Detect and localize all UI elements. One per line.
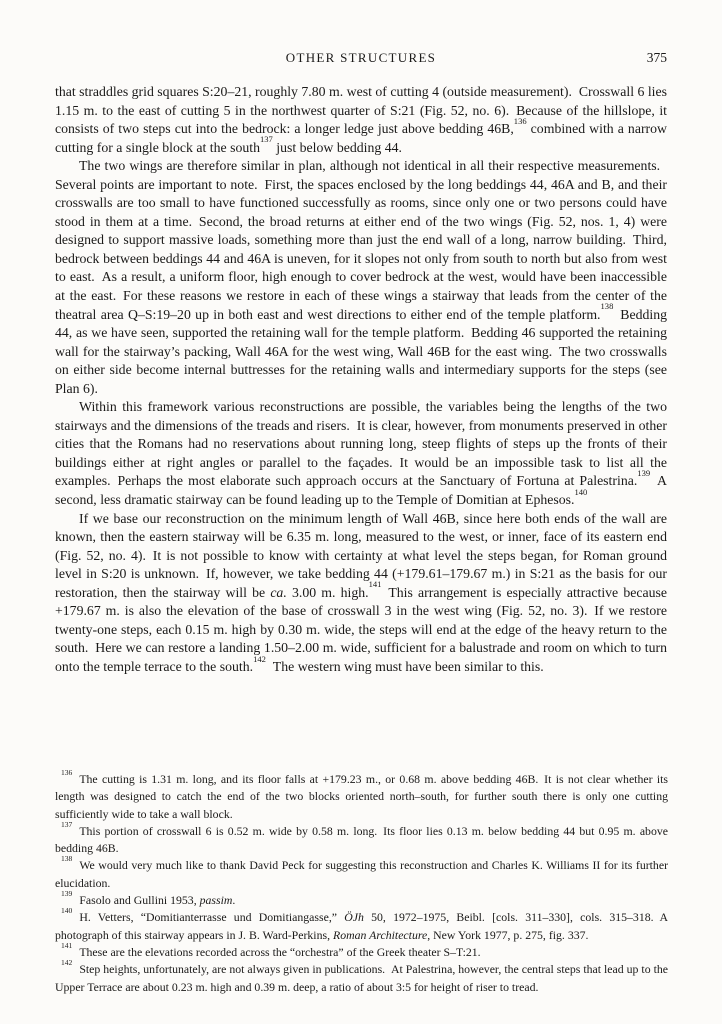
text-run: These are the elevations recorded across the “orchestra” of the Greek theater S–T:21. — [79, 944, 481, 959]
text-run: that straddles grid squares S:20–21, roughly 7.80 m. west of cutting 4 (outside measurement). Crosswall 6 lies 1.15 m. to the east of cutting 5 in the northwest quarter of S:21 (Fig. 52, no. 6). Because of the hillslope, it consists of two steps cut into the bedrock: a longer ledge just above bedding 46B, — [55, 84, 667, 137]
text-run: This portion of crosswall 6 is 0.52 m. wide by 0.58 m. long. Its floor lies 0.13 m. below bedding 44 but 0.95 m. above bedding 46B. — [55, 823, 668, 856]
footnote-ref: 142 — [253, 653, 266, 664]
italic-text: ÖJh — [344, 910, 364, 925]
body-paragraph — [55, 157, 667, 398]
text-run: H. Vetters, “Domitianterrasse und Domitiangasse,” — [79, 910, 345, 925]
body-paragraph — [55, 510, 667, 677]
footnotes-section — [55, 767, 668, 996]
text-run: combined with a narrow cutting for a single block at the south — [55, 121, 667, 155]
text-run: Fasolo and Gullini 1953, — [79, 893, 200, 908]
footnote-marker: 142 — [61, 958, 73, 968]
text-run: A second, less dramatic stairway can be found leading up to the Temple of Domitian at Ephesos. — [55, 473, 667, 508]
text-run: 3.00 m. high. — [286, 584, 369, 600]
page-number: 375 — [646, 50, 667, 65]
text-run: The western wing must have been similar to this. — [265, 658, 544, 674]
italic-text: ca. — [270, 584, 287, 600]
footnote — [55, 819, 668, 858]
footnote-ref: 141 — [368, 579, 382, 590]
footnote-ref: 138 — [600, 301, 614, 312]
footnote-ref: 139 — [637, 468, 651, 479]
text-run: Step heights, unfortunately, are not always given in publications. At Palestrina, however, the central steps that lead up to the Upper Terrace are about 0.23 m. high and 0.39 m. deep, a ratio of about 3:5 for height of riser to tread. — [55, 962, 668, 994]
footnote — [55, 958, 668, 996]
footnote-ref: 136 — [513, 115, 527, 126]
running-title: OTHER STRUCTURES — [285, 50, 437, 65]
text-run: The cutting is 1.31 m. long, and its floor falls at +179.23 m., or 0.68 m. above bedding 46B. It is not clear whether its length was designed to catch the end of the two blocks oriented north–south, for further south there is only one cutting sufficiently wide to take a wall block. — [55, 772, 668, 821]
text-run: . — [232, 893, 236, 908]
text-run: If we base our reconstruction on the minimum length of Wall 46B, since here both ends of the wall are known, then the eastern stairway will be 6.35 m. long, measured to the west, or inner, face of its eastern end (Fig. 52, no. 4). It is not possible to know with certainty at what level the steps began, for Roman ground level in S:20 is unknown. If, however, we take bedding 44 (+179.61–179.67 m.) in S:21 as the basis for our restoration, then the stairway will be — [55, 510, 667, 600]
text-run: Bedding 44, as we have seen, supported the retaining wall for the temple platform. Bedding 46 supported the retaining wall for the stairway’s packing, Wall 46A for the west wing, Wall 46B for the east wing. The two crosswalls on either side become internal buttresses for the retaining walls and intermediary supports for the steps (see Plan 6). — [55, 306, 667, 396]
footnote-marker: 139 — [61, 889, 73, 898]
body-paragraph — [55, 398, 667, 509]
footnote-ref: 137 — [260, 134, 273, 145]
footnote-marker: 137 — [61, 819, 73, 829]
text-run: This arrangement is especially attractive because +179.67 m. is also the elevation of the base of crosswall 3 in the west wing (Fig. 52, no. 3). If we restore twenty-one steps, each 0.15 m. high by 0.30 m. wide, the steps will end at the edge of the heavy return to the south. Here we can restore a landing 1.50–2.00 m. wide, sufficient for a balustrade and room on which to turn onto the temple terrace to the south. — [55, 584, 667, 674]
footnote — [55, 906, 668, 944]
footnote-marker: 140 — [61, 906, 73, 916]
footnote-marker: 138 — [61, 854, 73, 864]
text-run: just below bedding 44. — [272, 139, 402, 155]
footnote — [55, 889, 668, 909]
footnote-marker: 136 — [61, 767, 73, 777]
text-run: The two wings are therefore similar in plan, although not identical in all their respective measurements. Several points are important to note. First, the spaces enclosed by the long beddings 44, 46A and B, and their crosswalls are too small to have functioned successfully as rooms, since only one or two persons could have stood in them at a time. Second, the broad returns at either end of the two wings (Fig. 52, nos. 1, 4) were designed to support massive loads, something more than just the end wall of a long, narrow building. Third, bedrock between beddings 44 and 46A is uneven, for it slopes not only from south to north but also from west to east. As a result, a uniform floor, high enough to cover bedrock at the west, would have been inaccessible at the east. For these reasons we restore in each of these wings a stairway that leads from the center of the theatral area Q–S:19–20 up in both east and west directions to either end of the temple platform. — [55, 158, 667, 322]
footnote-marker: 141 — [61, 940, 73, 950]
text-run: 50, 1972–1975, Beibl. [cols. 311–330], cols. 315–318. A photograph of this stairway appears in J. B. Ward-Perkins, — [55, 910, 668, 942]
footnote — [55, 940, 668, 961]
body-paragraph — [55, 83, 667, 157]
footnote — [55, 854, 668, 892]
page-header — [55, 50, 667, 68]
italic-text: passim — [199, 893, 233, 908]
text-run: We would very much like to thank David Peck for suggesting this reconstruction and Charles K. Williams II for its further elucidation. — [55, 858, 668, 890]
body-text — [55, 83, 667, 677]
footnote — [55, 767, 668, 823]
text-run: , New York 1977, p. 275, fig. 337. — [427, 927, 589, 942]
text-run: Within this framework various reconstructions are possible, the variables being the lengths of the two stairways and the dimensions of the treads and risers. It is clear, however, from monuments preserved in other cities that the Romans had no reservations about running long, steep flights of steps up the fronts of their buildings either at right angles or parallel to the façades. It would be an impossible task to list all the examples. Perhaps the most elaborate such approach occurs at the Sanctuary of Fortuna at Palestrina. — [55, 399, 667, 489]
italic-text: Roman Architecture — [332, 927, 428, 942]
footnote-ref: 140 — [574, 486, 588, 497]
